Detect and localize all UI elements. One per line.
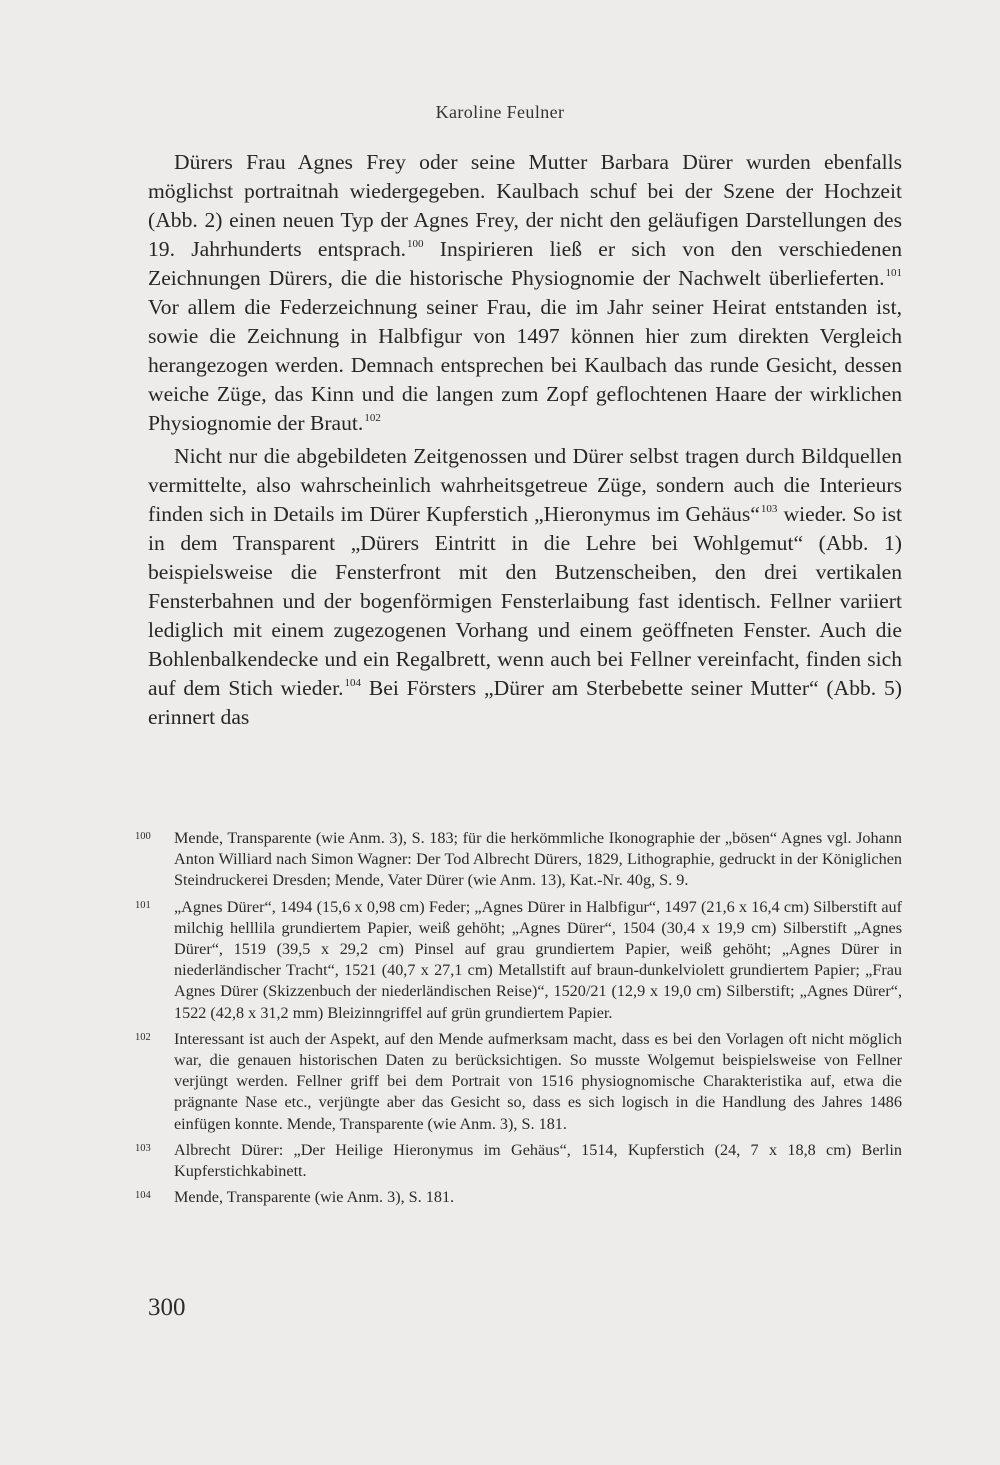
footnote-text: „Agnes Dürer“, 1494 (15,6 x 0,98 cm) Feder; „Agnes Dürer in Halbfigur“, 1497 (21,6 x 16,4 cm) Silberstift auf milchig helllila grundiertem Papier, weiß gehöht; „Agnes Dürer“, 1504 (30,4 x 19,9 cm) Silberstift „Agnes Dürer“, 1519 (39,5 x 29,2 cm) Pinsel auf grau grundiertem Papier, weiß gehöht; „Agnes Dürer in niederländischer Tracht“, 1521 (40,7 x 27,1 cm) Metallstift auf braun-dunkelviolett grundiertem Papier; „Frau Agnes Dürer (Skizzenbuch der niederländischen Reise)“, 1520/21 (12,9 x 19,0 cm) Silberstift; „Agnes Dürer“, 1522 (42,8 x 31,2 mm) Bleizinngriffel auf grün grundiertem Papier. [174,897,902,1022]
footnote [135,1029,902,1135]
body-text [148,148,902,732]
footnote-text: Mende, Transparente (wie Anm. 3), S. 183; für die herkömmliche Ikonographie der „bösen“ Agnes vgl. Johann Anton Williard nach Simon Wagner: Der Tod Albrecht Dürers, 1829, Lithographie, gedruckt in der Königlichen Steindruckerei Dresden; Mende, Vater Dürer (wie Anm. 13), Kat.-Nr. 40g, S. 9. [174,829,902,890]
paragraph-text: wieder. So ist in dem Transparent „Dürers Eintritt in die Lehre bei Wohlgemut“ (Abb. 1) beispielsweise die Fensterfront mit den Butzenscheiben, den drei vertikalen Fensterbahnen und der bogenförmigen Fensterlaibung fast identisch. Fellner variiert lediglich mit einem zugezogenen Vorhang und einem geöffneten Fenster. Auch die Bohlenbalkendecke und ein Regalbrett, wenn auch bei Fellner vereinfacht, finden sich auf dem Stich wieder. [148,502,902,700]
footnote [135,1187,902,1208]
footnotes [135,828,902,1213]
footnote-text: Mende, Transparente (wie Anm. 3), S. 181. [174,1188,455,1207]
footnote [135,897,902,1024]
paragraph-text: Vor allem die Federzeichnung seiner Frau, die im Jahr seiner Heirat entstanden ist, sowie die Zeichnung in Halbfigur von 1497 können hier zum direkten Vergleich herangezogen werden. Demnach entsprechen bei Kaulbach das runde Gesicht, dessen weiche Züge, das Kinn und die langen zum Zopf geflochtenen Haare der wirklichen Physiognomie der Braut. [148,295,902,435]
footnote-reference[interactable]: 103 [760,503,778,515]
footnote [135,1140,902,1182]
paragraph-text: Bei Försters „Dürer am Sterbebette seiner Mutter“ (Abb. 5) erinnert das [148,676,902,729]
footnote [135,828,902,892]
footnote-reference[interactable]: 101 [885,267,902,279]
footnote-reference[interactable]: 100 [407,238,424,250]
paragraph-text: Dürers Frau Agnes Frey oder seine Mutter Barbara Dürer wurden ebenfalls möglichst portraitnah wiedergegeben. Kaulbach schuf bei der Szene der Hochzeit (Abb. 2) einen neuen Typ der Agnes Frey, der nicht den geläufigen Darstellungen des 19. Jahrhunderts entsprach. [148,150,902,261]
footnote-number: 101 [135,899,151,911]
footnote-number: 103 [135,1142,151,1154]
footnote-number: 100 [135,831,151,842]
body-paragraph [148,442,902,732]
body-paragraph [148,148,902,438]
page-number: 300 [148,1294,186,1321]
running-head: Karoline Feulner [435,102,565,122]
paragraph-text: Inspirieren ließ er sich von den verschiedenen Zeichnungen Dürers, die die historische Physiognomie der Nachwelt überlieferten. [148,237,902,290]
paragraph-text: Nicht nur die abgebildeten Zeitgenossen und Dürer selbst tragen durch Bildquellen vermittelte, also wahrscheinlich wahrheitsgetreue Züge, sondern auch die Interieurs finden sich in Details im Dürer Kupferstich „Hieronymus im Gehäus“ [148,444,902,526]
footnote-number: 102 [135,1031,151,1043]
footnote-number: 104 [135,1190,151,1202]
footnote-reference[interactable]: 102 [364,412,381,424]
footnote-text: Albrecht Dürer: „Der Heilige Hieronymus im Gehäus“, 1514, Kupferstich (24, 7 x 18,8 cm) Berlin Kupferstichkabinett. [174,1140,902,1181]
footnote-text: Interessant ist auch der Aspekt, auf den Mende aufmerksam macht, dass es bei den Vorlagen oft nicht möglich war, die genauen historischen Daten zu berücksichtigen. So musste Wolgemut beispielsweise von Fellner verjüngt werden. Fellner griff bei dem Portrait von 1516 physiognomische Charakteristika auf, etwa die prägnante Nase etc., verjüngte aber das Gesicht so, dass es sich logisch in die Handlung des Jahres 1486 einfügen konnte. Mende, Transparente (wie Anm. 3), S. 181. [174,1029,902,1133]
footnote-reference[interactable]: 104 [344,677,362,689]
